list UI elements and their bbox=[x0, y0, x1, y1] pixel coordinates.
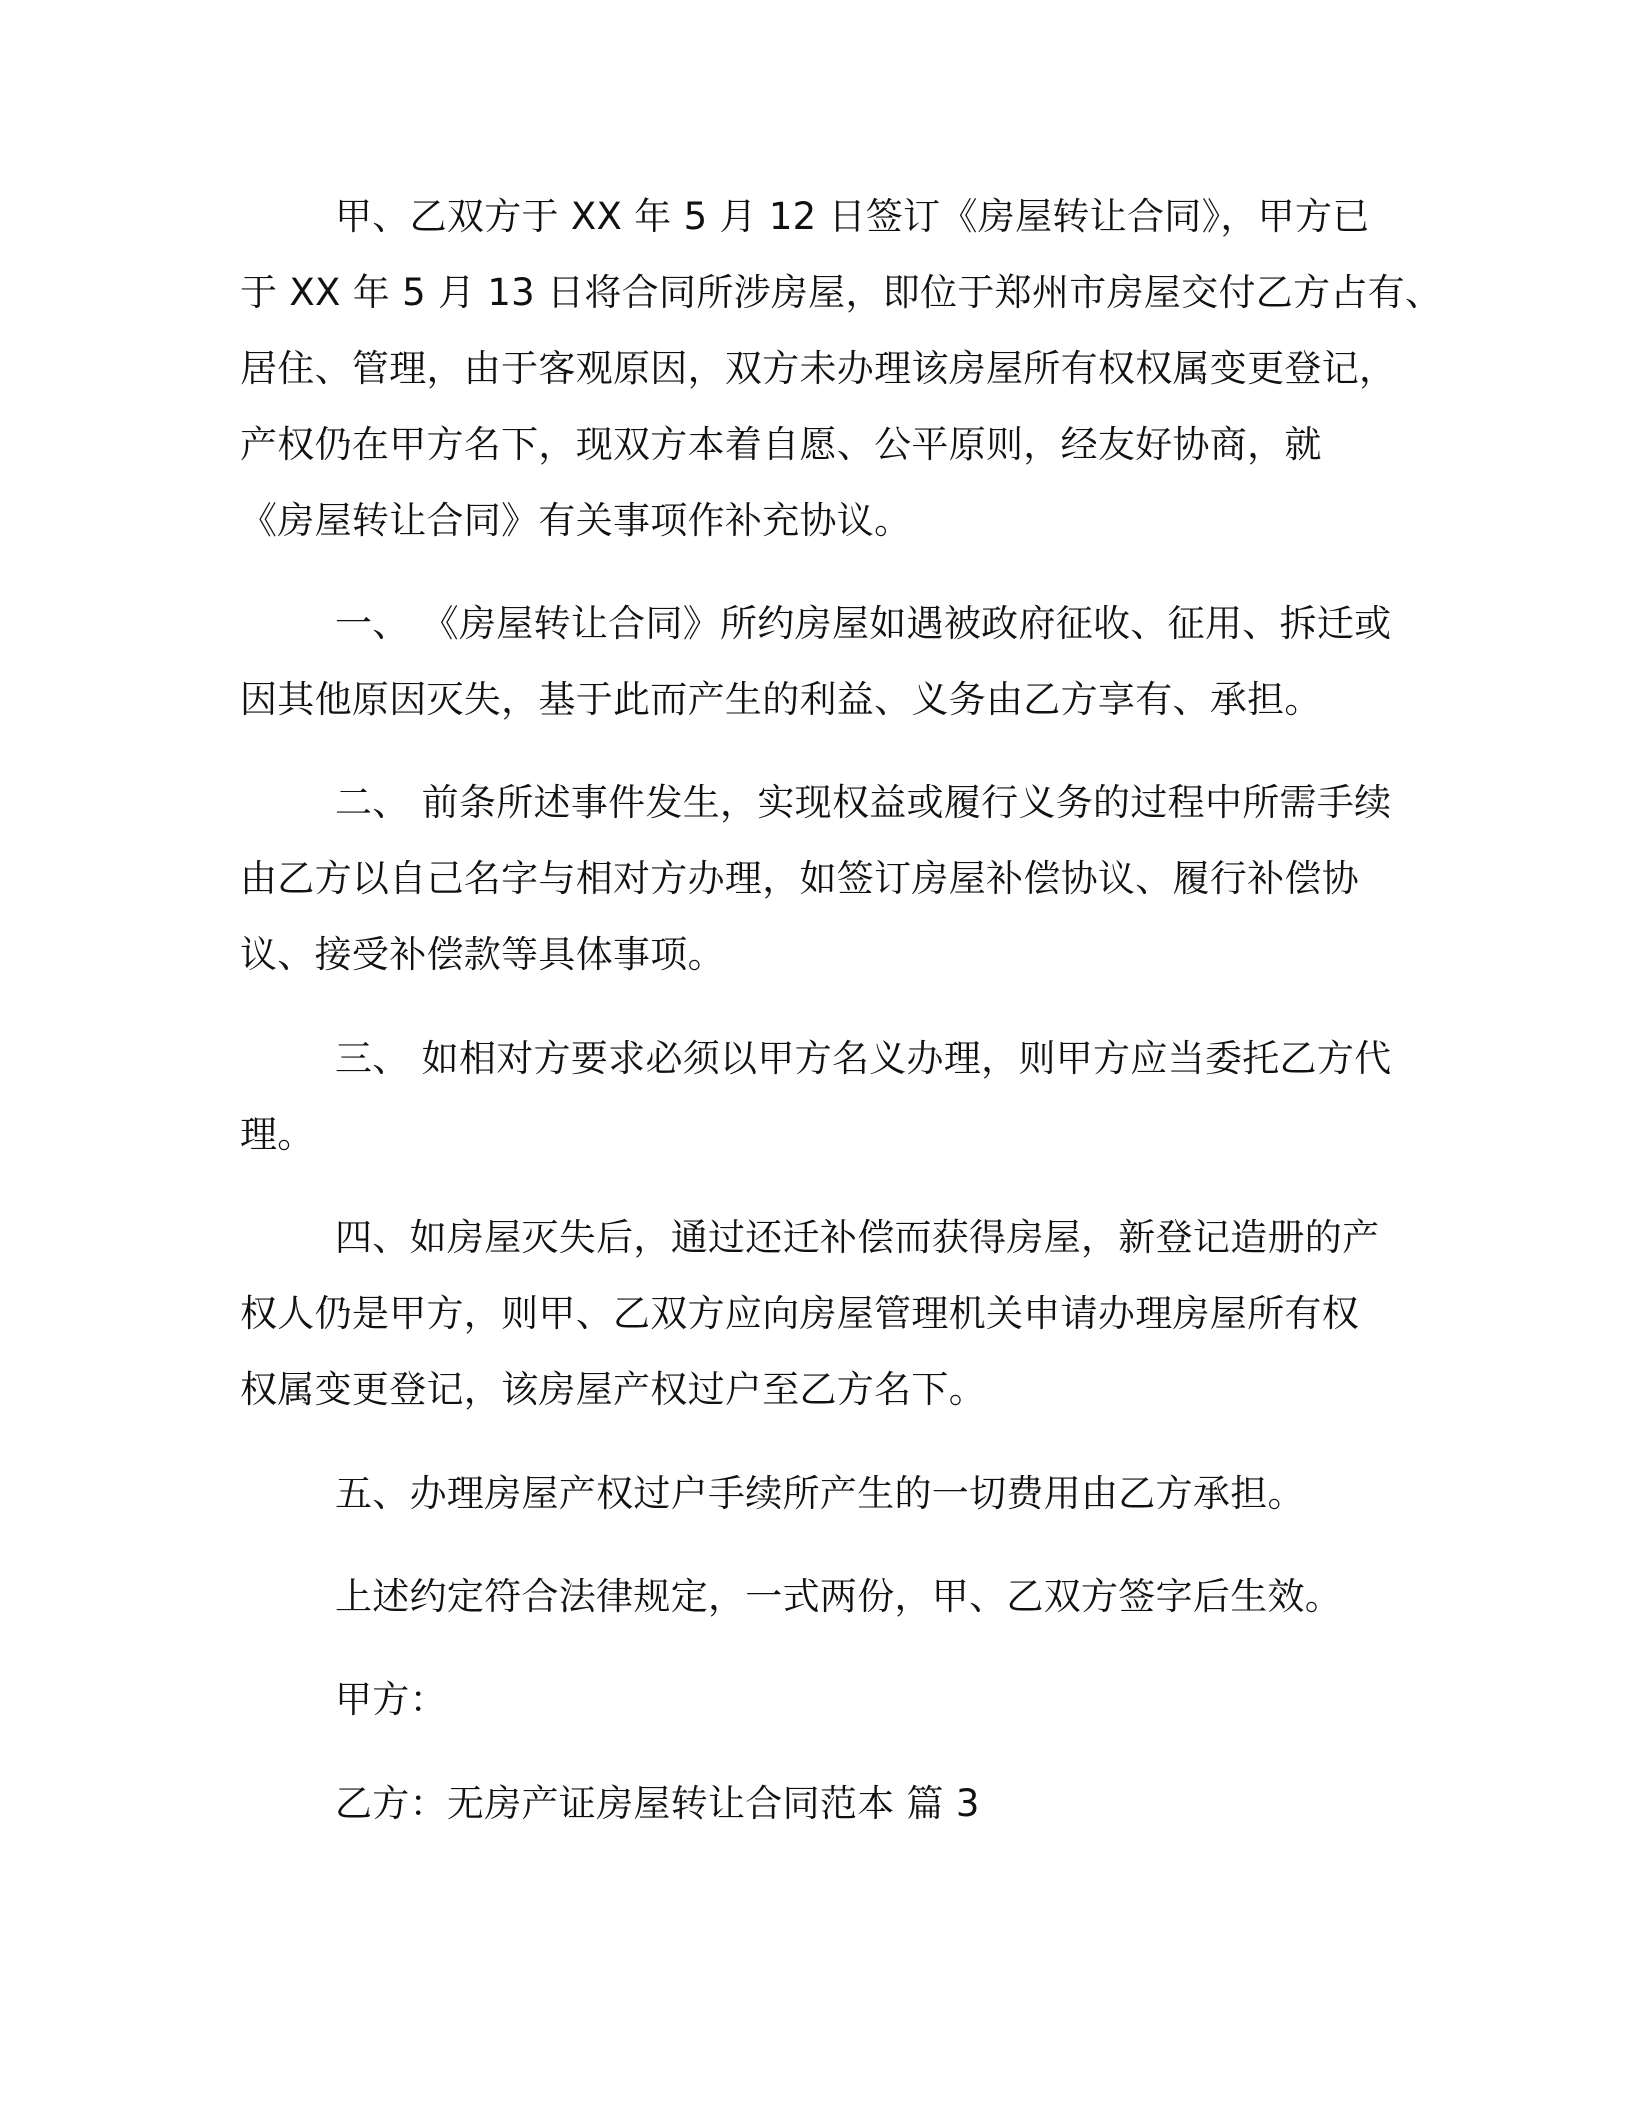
paragraph-effectiveness: 上述约定符合法律规定，一式两份，甲、乙双方签字后生效。 bbox=[335, 1575, 1343, 1618]
text-line: 一、 《房屋转让合同》所约房屋如遇被政府征收、征用、拆迁或 bbox=[335, 602, 1392, 645]
party-a-signature-line: 甲方： bbox=[335, 1678, 447, 1721]
text-line: 理。 bbox=[240, 1113, 315, 1156]
text-line: 二、 前条所述事件发生，实现权益或履行义务的过程中所需手续 bbox=[335, 781, 1392, 824]
text-line: 因其他原因灭失，基于此而产生的利益、义务由乙方享有、承担。 bbox=[240, 678, 1322, 721]
text-line: 甲、乙双方于 XX 年 5 月 12 日签订《房屋转让合同》，甲方已 bbox=[335, 195, 1370, 238]
text-line: 由乙方以自己名字与相对方办理，如签订房屋补偿协议、履行补偿协 bbox=[240, 857, 1359, 900]
text-line: 产权仍在甲方名下，现双方本着自愿、公平原则，经友好协商，就 bbox=[240, 423, 1322, 466]
text-line: 三、 如相对方要求必须以甲方名义办理，则甲方应当委托乙方代 bbox=[335, 1037, 1392, 1080]
text-line: 居住、管理，由于客观原因，双方未办理该房屋所有权权属变更登记， bbox=[240, 347, 1397, 390]
paragraph-clause-5: 五、办理房屋产权过户手续所产生的一切费用由乙方承担。 bbox=[335, 1472, 1305, 1515]
text-line: 于 XX 年 5 月 13 日将合同所涉房屋，即位于郑州市房屋交付乙方占有、 bbox=[240, 271, 1443, 314]
text-line: 议、接受补偿款等具体事项。 bbox=[240, 933, 725, 976]
text-line: 权人仍是甲方，则甲、乙双方应向房屋管理机关申请办理房屋所有权 bbox=[240, 1292, 1359, 1335]
text-line: 《房屋转让合同》有关事项作补充协议。 bbox=[240, 499, 912, 542]
text-line: 四、如房屋灭失后，通过还迁补偿而获得房屋，新登记造册的产 bbox=[335, 1216, 1380, 1259]
text-line: 权属变更登记，该房屋产权过户至乙方名下。 bbox=[240, 1368, 986, 1411]
party-b-signature-line: 乙方：无房产证房屋转让合同范本 篇 3 bbox=[335, 1782, 980, 1825]
